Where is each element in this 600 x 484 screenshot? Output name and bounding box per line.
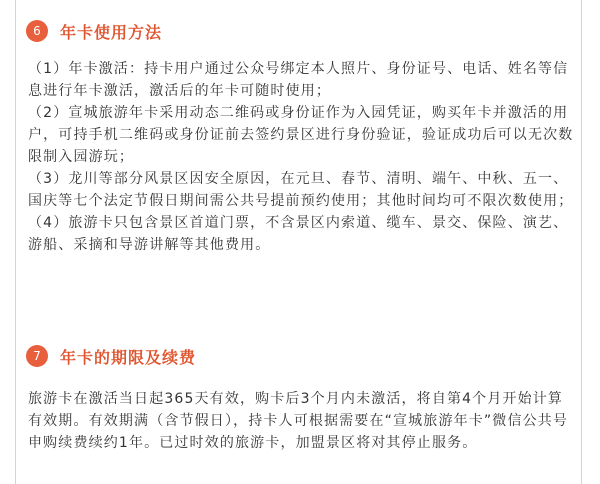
left-border-line (15, 0, 16, 484)
section-6-number-badge: 6 (26, 20, 48, 42)
section-7-title: 年卡的期限及续费 (60, 347, 197, 367)
section-7-body (28, 388, 576, 454)
section-7-number-badge: 7 (26, 345, 48, 367)
usage-item-2: （2）宣城旅游年卡采用动态二维码或身份证作为入园凭证，购买年卡并激活的用户，可持手机二维码或身份证前去签约景区进行身份验证，验证成功后可以无次数限制入园游玩； (28, 105, 574, 165)
section-7-header (26, 343, 196, 369)
section-6-body (28, 58, 576, 256)
usage-item-4: （4）旅游卡只包含景区首道门票，不含景区内索道、缆车、景交、保险、演艺、游船、采摘和导游讲解等其他费用。 (28, 215, 569, 253)
section-6-title: 年卡使用方法 (60, 22, 163, 42)
validity-paragraph: 旅游卡在激活当日起365天有效，购卡后3个月内未激活，将自第4个月开始计算有效期。有效期满（含节假日），持卡人可根据需要在“宣城旅游年卡”微信公共号申购续费续约1年。已过时效的旅游卡，加盟景区将对其停止服务。 (28, 391, 569, 451)
usage-item-1: （1）年卡激活：持卡用户通过公众号绑定本人照片、身份证号、电话、姓名等信息进行年卡激活，激活后的年卡可随时使用； (28, 61, 569, 99)
right-border-line (581, 0, 582, 484)
usage-item-3: （3）龙川等部分风景区因安全原因，在元旦、春节、清明、端午、中秋、五一、国庆等七个法定节假日期间需公共号提前预约使用；其他时间均可不限次数使用； (28, 171, 574, 209)
section-6-header (26, 18, 162, 44)
